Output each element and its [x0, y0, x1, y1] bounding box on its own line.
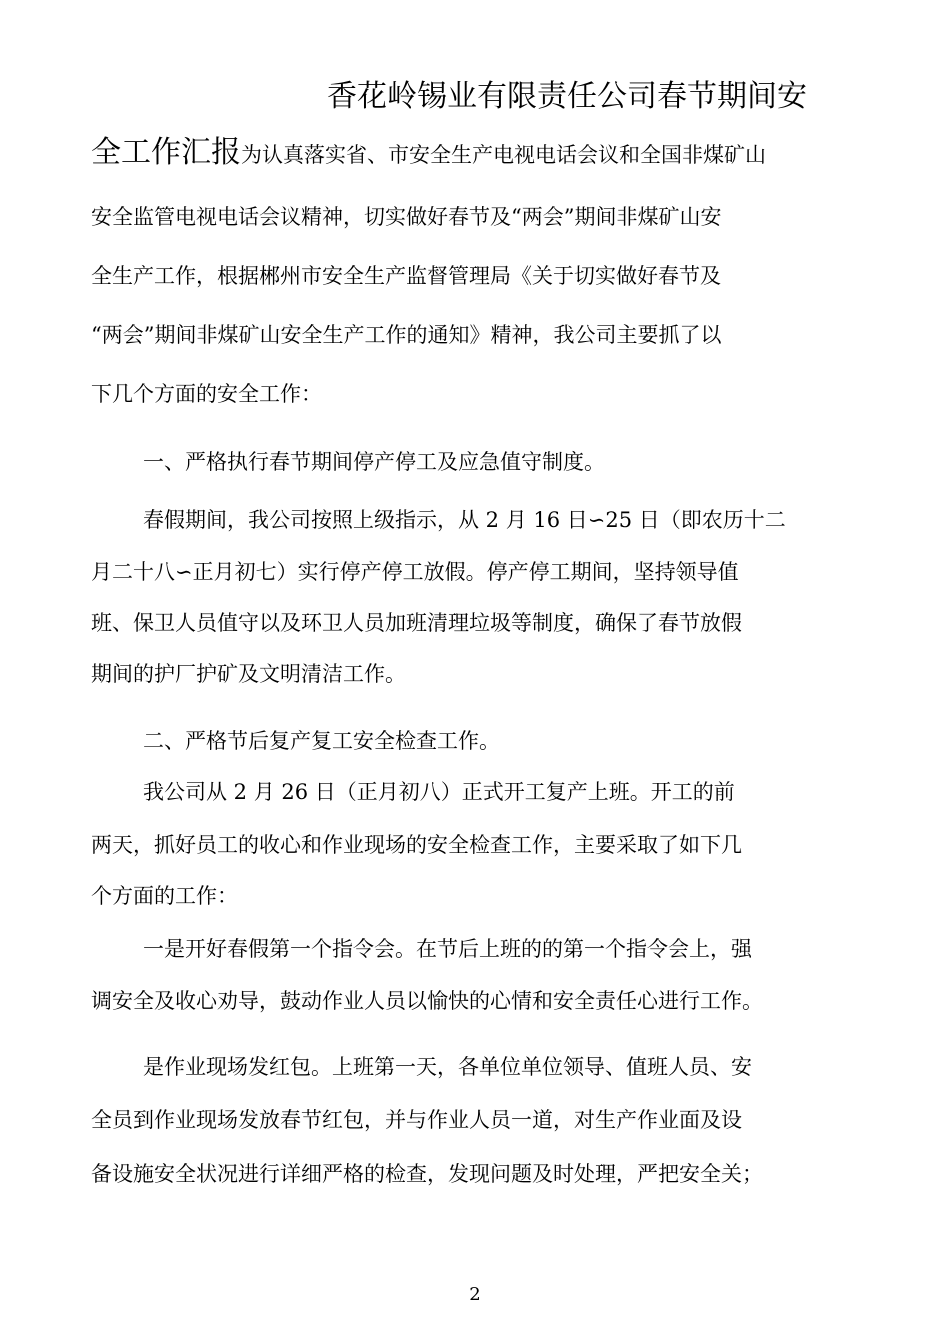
text-line: 备设施安全状况进行详细严格的检查，发现问题及时处理，严把安全关； [91, 1162, 763, 1186]
text-line: 是作业现场发红包。上班第一天，各单位单位领导、值班人员、安 [143, 1055, 752, 1079]
text-line: 月二十八∽正月初七）实行停产停工放假。停产停工期间，坚持领导值 [91, 560, 739, 584]
document-title-continuation: 全工作汇报 [91, 135, 241, 170]
text-line: “两会”期间非煤矿山安全生产工作的通知》精神，我公司主要抓了以 [91, 323, 722, 347]
text-line: 班、保卫人员值守以及环卫人员加班清理垃圾等制度，确保了春节放假 [91, 611, 742, 635]
text-line: 我公司从 2 月 26 日（正月初八）正式开工复产上班。开工的前 [143, 780, 735, 804]
text-line: 安全监管电视电话会议精神，切实做好春节及“两会”期间非煤矿山安 [91, 205, 722, 229]
page-number: 2 [469, 1284, 481, 1305]
text-line: 全员到作业现场发放春节红包，并与作业人员一道，对生产作业面及设 [91, 1108, 742, 1132]
text-line: 春假期间，我公司按照上级指示，从 2 月 16 日∽25 日（即农历十二 [143, 508, 786, 532]
section-heading: 一、严格执行春节期间停产停工及应急值守制度。 [143, 450, 605, 474]
text-line [91, 135, 766, 170]
text-line: 一是开好春假第一个指令会。在节后上班的的第一个指令会上，强 [143, 937, 752, 961]
document-title: 香花岭锡业有限责任公司春节期间安 [327, 79, 807, 114]
text-line: 全生产工作，根据郴州市安全生产监督管理局《关于切实做好春节及 [91, 264, 721, 288]
text-line: 两天，抓好员工的收心和作业现场的安全检查工作，主要采取了如下几 [91, 833, 742, 857]
section-heading: 二、严格节后复产复工安全检查工作。 [143, 729, 500, 753]
text-line-content: 为认真落实省、市安全生产电视电话会议和全国非煤矿山 [241, 143, 766, 167]
text-line: 调安全及收心劝导，鼓动作业人员以愉快的心情和安全责任心进行工作。 [91, 989, 763, 1013]
text-line: 期间的护厂护矿及文明清洁工作。 [91, 662, 406, 686]
text-line: 下几个方面的安全工作： [91, 382, 322, 406]
text-line: 个方面的工作： [91, 884, 238, 908]
